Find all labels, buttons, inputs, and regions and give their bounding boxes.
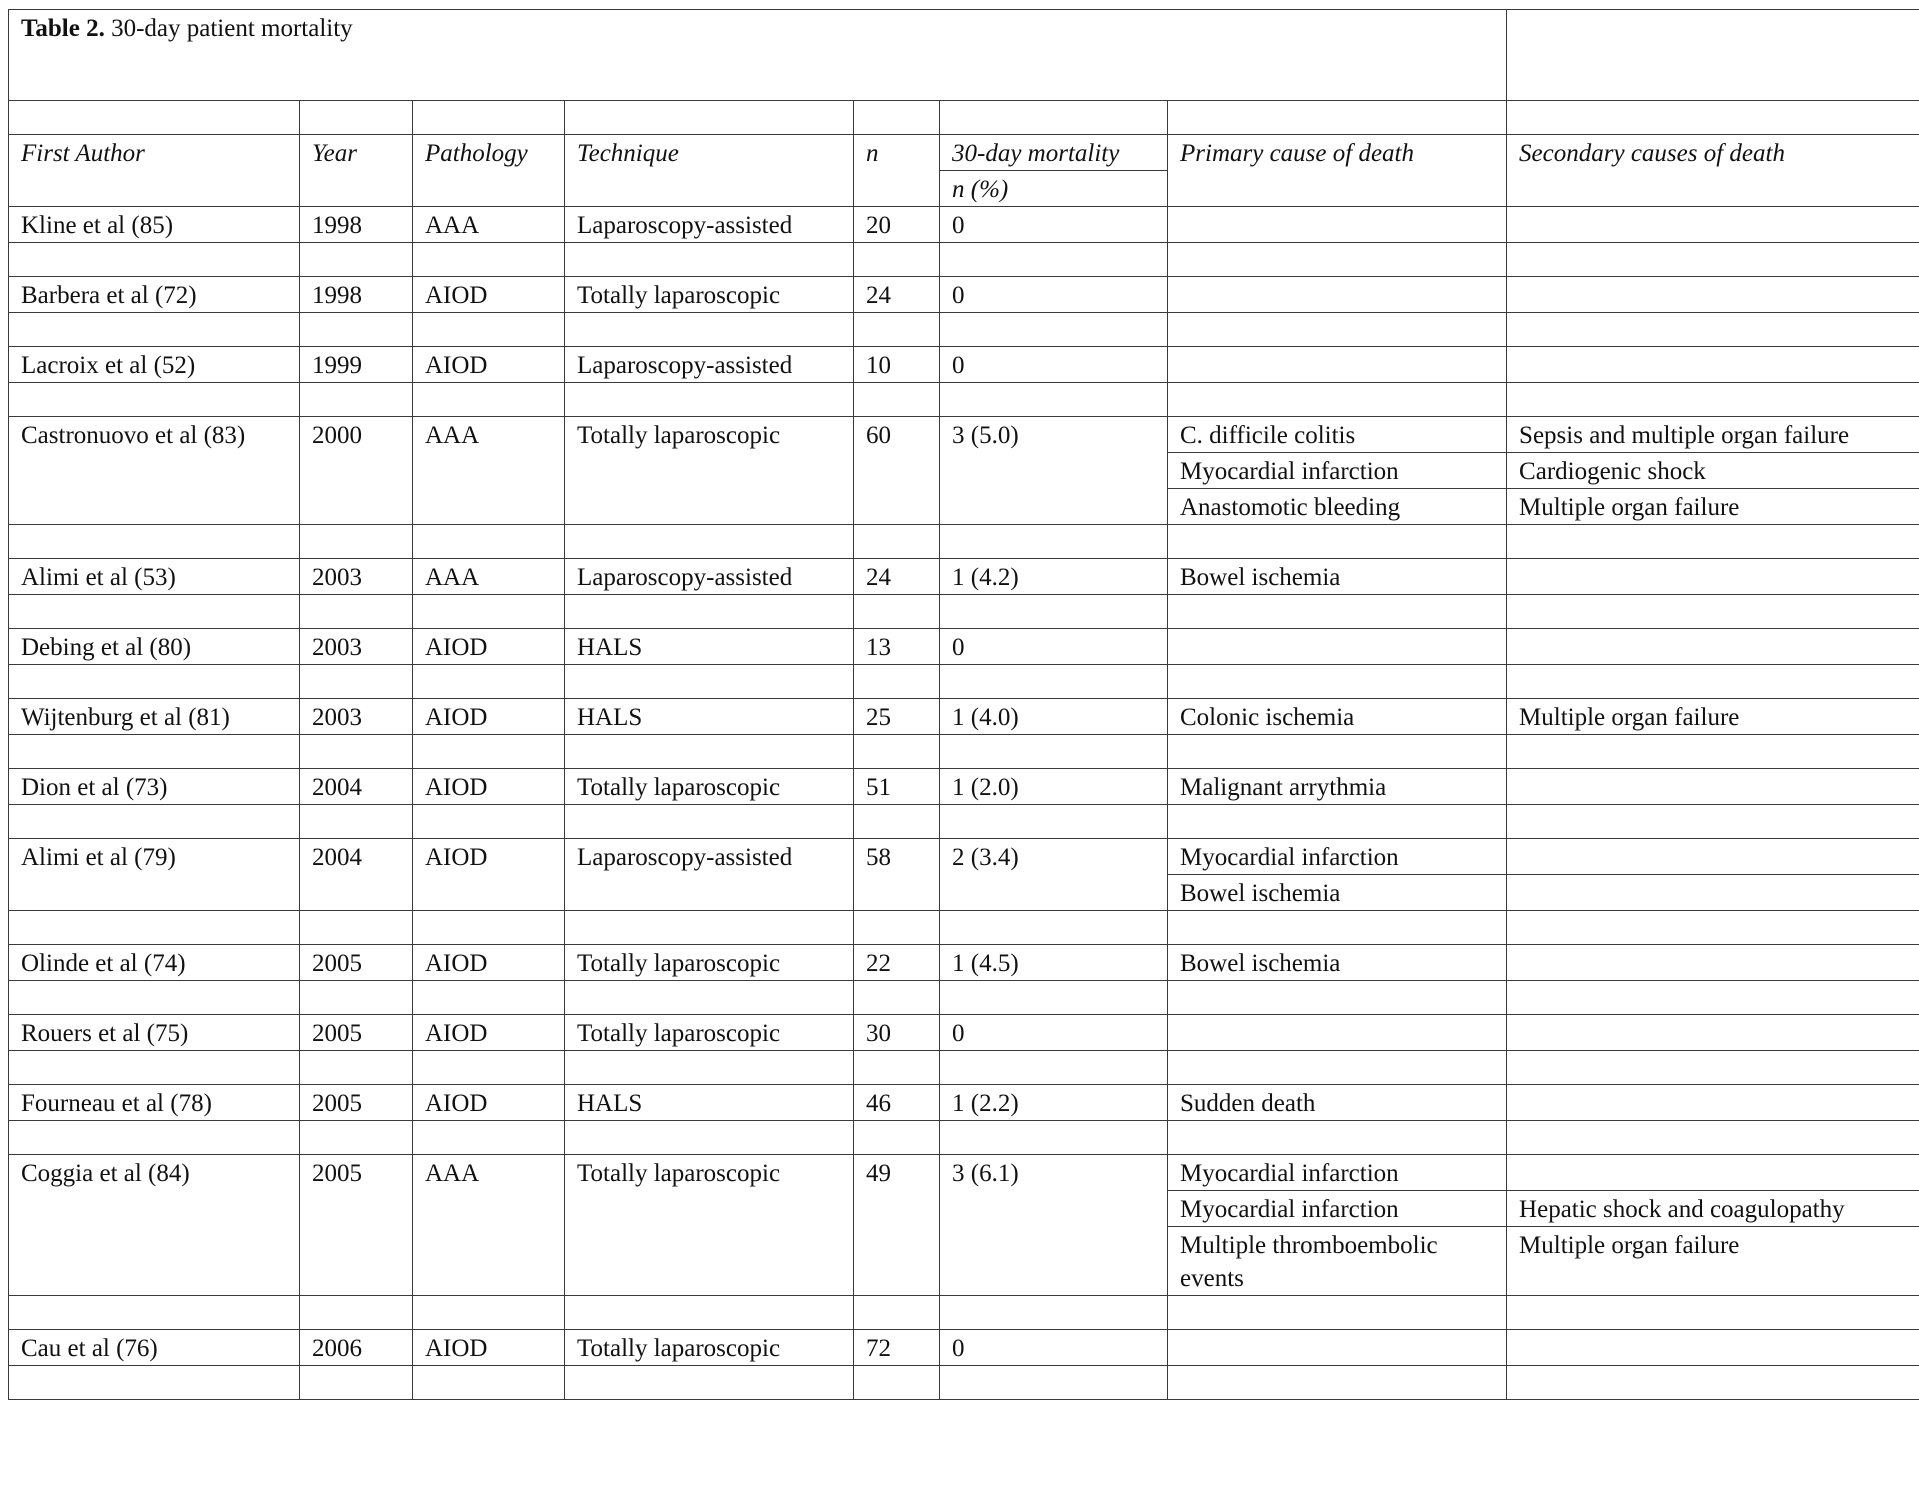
cell-author: Castronuovo et al (83)	[9, 417, 300, 525]
spacer-row	[9, 101, 1919, 135]
spacer-cell	[300, 1296, 413, 1330]
table-row	[9, 1155, 1919, 1191]
spacer-cell	[1507, 1366, 1919, 1400]
cell-n: 58	[854, 839, 940, 911]
cell-primary-cause	[1168, 1330, 1507, 1366]
spacer-cell	[565, 981, 854, 1015]
cell-mortality: 0	[940, 347, 1168, 383]
cell-secondary-cause	[1507, 1330, 1919, 1366]
spacer-cell	[1507, 1051, 1919, 1085]
caption-empty-cell	[1507, 10, 1919, 101]
cell-primary-cause: Malignant arrythmia	[1168, 769, 1507, 805]
cell-secondary-cause	[1507, 347, 1919, 383]
spacer-cell	[300, 665, 413, 699]
spacer-cell	[854, 735, 940, 769]
cell-mortality: 0	[940, 1015, 1168, 1051]
spacer-cell	[1168, 1121, 1507, 1155]
cell-secondary-cause: Multiple organ failure	[1507, 489, 1919, 525]
cell-technique: Totally laparoscopic	[565, 769, 854, 805]
cell-secondary-cause	[1507, 207, 1919, 243]
spacer-row	[9, 383, 1919, 417]
spacer-cell	[854, 1051, 940, 1085]
table-row	[9, 769, 1919, 805]
cell-pathology: AIOD	[413, 699, 565, 735]
spacer-cell	[413, 665, 565, 699]
cell-mortality: 1 (4.2)	[940, 559, 1168, 595]
cell-primary-cause: Anastomotic bleeding	[1168, 489, 1507, 525]
spacer-cell	[940, 595, 1168, 629]
cell-mortality: 1 (2.0)	[940, 769, 1168, 805]
spacer-cell	[9, 735, 300, 769]
spacer-cell	[854, 525, 940, 559]
spacer-cell	[413, 383, 565, 417]
spacer-cell	[940, 243, 1168, 277]
cell-pathology: AAA	[413, 559, 565, 595]
spacer-cell	[940, 313, 1168, 347]
spacer-cell	[1507, 525, 1919, 559]
spacer-cell	[854, 383, 940, 417]
cell-year: 1998	[300, 207, 413, 243]
cell-author: Lacroix et al (52)	[9, 347, 300, 383]
cell-year: 2004	[300, 839, 413, 911]
cell-year: 1998	[300, 277, 413, 313]
cell-pathology: AIOD	[413, 769, 565, 805]
cell-secondary-cause: Hepatic shock and coagulopathy	[1507, 1191, 1919, 1227]
cell-pathology: AIOD	[413, 1330, 565, 1366]
spacer-cell	[9, 805, 300, 839]
cell-technique: Laparoscopy-assisted	[565, 207, 854, 243]
caption-text: 30-day patient mortality	[104, 15, 353, 42]
spacer-cell	[9, 911, 300, 945]
spacer-cell	[1507, 313, 1919, 347]
cell-technique: Totally laparoscopic	[565, 945, 854, 981]
spacer-row	[9, 1296, 1919, 1330]
spacer-cell	[1507, 911, 1919, 945]
spacer-cell	[300, 735, 413, 769]
caption-row	[9, 10, 1919, 101]
cell-secondary-cause	[1507, 1085, 1919, 1121]
spacer-cell	[565, 1366, 854, 1400]
cell-pathology: AIOD	[413, 945, 565, 981]
spacer-cell	[300, 243, 413, 277]
cell-n: 49	[854, 1155, 940, 1296]
spacer-cell	[1168, 383, 1507, 417]
spacer-cell	[413, 313, 565, 347]
header-secondary-causes: Secondary causes of death	[1507, 135, 1919, 207]
cell-pathology: AIOD	[413, 839, 565, 911]
spacer-cell	[1168, 1366, 1507, 1400]
spacer-row	[9, 981, 1919, 1015]
spacer-cell	[1507, 735, 1919, 769]
cell-technique: Totally laparoscopic	[565, 277, 854, 313]
cell-n: 13	[854, 629, 940, 665]
spacer-cell	[565, 665, 854, 699]
cell-n: 24	[854, 559, 940, 595]
cell-primary-cause: C. difficile colitis	[1168, 417, 1507, 453]
spacer-cell	[9, 665, 300, 699]
cell-pathology: AIOD	[413, 629, 565, 665]
cell-primary-cause	[1168, 277, 1507, 313]
spacer-cell	[565, 383, 854, 417]
spacer-cell	[565, 1051, 854, 1085]
cell-technique: HALS	[565, 699, 854, 735]
spacer-cell	[413, 1366, 565, 1400]
cell-pathology: AIOD	[413, 347, 565, 383]
spacer-cell	[854, 1366, 940, 1400]
spacer-cell	[9, 525, 300, 559]
cell-n: 24	[854, 277, 940, 313]
spacer-cell	[300, 981, 413, 1015]
spacer-cell	[1507, 383, 1919, 417]
spacer-cell	[565, 243, 854, 277]
cell-mortality: 3 (5.0)	[940, 417, 1168, 525]
header-row	[9, 135, 1919, 171]
cell-technique: HALS	[565, 1085, 854, 1121]
header-mortality: 30-day mortality	[940, 135, 1168, 171]
spacer-cell	[9, 1051, 300, 1085]
cell-primary-cause	[1168, 1015, 1507, 1051]
cell-mortality: 0	[940, 629, 1168, 665]
cell-technique: Laparoscopy-assisted	[565, 839, 854, 911]
spacer-cell	[565, 1296, 854, 1330]
cell-author: Kline et al (85)	[9, 207, 300, 243]
cell-primary-cause: Multiple thromboembolic events	[1168, 1227, 1507, 1296]
cell-author: Fourneau et al (78)	[9, 1085, 300, 1121]
cell-n: 46	[854, 1085, 940, 1121]
mortality-table	[8, 9, 1919, 1400]
spacer-cell	[854, 595, 940, 629]
spacer-cell	[413, 981, 565, 1015]
table-row	[9, 699, 1919, 735]
cell-primary-cause: Myocardial infarction	[1168, 1191, 1507, 1227]
cell-author: Coggia et al (84)	[9, 1155, 300, 1296]
cell-author: Barbera et al (72)	[9, 277, 300, 313]
spacer-cell	[413, 735, 565, 769]
cell-primary-cause	[1168, 629, 1507, 665]
cell-secondary-cause	[1507, 945, 1919, 981]
spacer-cell	[9, 243, 300, 277]
cell-secondary-cause	[1507, 629, 1919, 665]
spacer-cell	[940, 1296, 1168, 1330]
cell-secondary-cause	[1507, 875, 1919, 911]
spacer-cell	[413, 1296, 565, 1330]
spacer-cell	[9, 981, 300, 1015]
cell-secondary-cause: Cardiogenic shock	[1507, 453, 1919, 489]
cell-technique: Totally laparoscopic	[565, 417, 854, 525]
cell-year: 2005	[300, 1015, 413, 1051]
spacer-cell	[854, 981, 940, 1015]
cell-primary-cause: Colonic ischemia	[1168, 699, 1507, 735]
table-row	[9, 1330, 1919, 1366]
cell-author: Olinde et al (74)	[9, 945, 300, 981]
cell-year: 2006	[300, 1330, 413, 1366]
cell-technique: Totally laparoscopic	[565, 1015, 854, 1051]
cell-technique: Totally laparoscopic	[565, 1155, 854, 1296]
spacer-row	[9, 1366, 1919, 1400]
spacer-cell	[413, 805, 565, 839]
cell-year: 2004	[300, 769, 413, 805]
header-year: Year	[300, 135, 413, 207]
header-n: n	[854, 135, 940, 207]
cell-author: Debing et al (80)	[9, 629, 300, 665]
spacer-row	[9, 243, 1919, 277]
spacer-cell	[1168, 665, 1507, 699]
spacer-cell	[300, 1366, 413, 1400]
spacer-cell	[1168, 1296, 1507, 1330]
spacer-cell	[1168, 1051, 1507, 1085]
spacer-cell	[940, 735, 1168, 769]
spacer-cell	[854, 313, 940, 347]
spacer-cell	[1507, 243, 1919, 277]
cell-mortality: 0	[940, 1330, 1168, 1366]
cell-n: 25	[854, 699, 940, 735]
spacer-cell	[940, 1051, 1168, 1085]
table-row	[9, 417, 1919, 453]
spacer-cell	[854, 805, 940, 839]
table-row	[9, 347, 1919, 383]
header-mortality-unit: n (%)	[940, 171, 1168, 207]
cell-technique: HALS	[565, 629, 854, 665]
spacer-cell	[565, 595, 854, 629]
cell-year: 2005	[300, 945, 413, 981]
cell-mortality: 0	[940, 207, 1168, 243]
spacer-cell	[940, 911, 1168, 945]
cell-secondary-cause	[1507, 277, 1919, 313]
spacer-cell	[940, 1121, 1168, 1155]
spacer-cell	[854, 1296, 940, 1330]
spacer-cell	[565, 525, 854, 559]
cell-year: 2003	[300, 559, 413, 595]
cell-year: 1999	[300, 347, 413, 383]
cell-author: Rouers et al (75)	[9, 1015, 300, 1051]
cell-primary-cause: Bowel ischemia	[1168, 945, 1507, 981]
spacer-cell	[940, 981, 1168, 1015]
spacer-cell	[300, 805, 413, 839]
cell-secondary-cause: Multiple organ failure	[1507, 1227, 1919, 1296]
spacer-cell	[300, 525, 413, 559]
cell-mortality: 1 (4.0)	[940, 699, 1168, 735]
spacer-cell	[565, 911, 854, 945]
cell-primary-cause: Myocardial infarction	[1168, 839, 1507, 875]
cell-secondary-cause	[1507, 769, 1919, 805]
table-row	[9, 207, 1919, 243]
spacer-cell	[940, 525, 1168, 559]
spacer-cell	[854, 1121, 940, 1155]
spacer-cell	[1168, 981, 1507, 1015]
spacer-cell	[300, 1121, 413, 1155]
spacer-row	[9, 805, 1919, 839]
spacer-cell	[854, 243, 940, 277]
spacer-cell	[1168, 243, 1507, 277]
spacer-cell	[300, 911, 413, 945]
spacer-cell	[1168, 805, 1507, 839]
caption-label: Table 2.	[21, 15, 105, 42]
spacer-cell	[413, 595, 565, 629]
header-technique: Technique	[565, 135, 854, 207]
header-primary-cause: Primary cause of death	[1168, 135, 1507, 207]
cell-n: 30	[854, 1015, 940, 1051]
spacer-cell	[565, 735, 854, 769]
spacer-row	[9, 911, 1919, 945]
table-row	[9, 559, 1919, 595]
cell-primary-cause: Bowel ischemia	[1168, 559, 1507, 595]
cell-mortality: 0	[940, 277, 1168, 313]
spacer-cell	[1507, 665, 1919, 699]
cell-primary-cause: Sudden death	[1168, 1085, 1507, 1121]
cell-secondary-cause: Sepsis and multiple organ failure	[1507, 417, 1919, 453]
spacer-cell	[854, 911, 940, 945]
spacer-cell	[1507, 981, 1919, 1015]
cell-year: 2005	[300, 1085, 413, 1121]
spacer-cell	[413, 1051, 565, 1085]
spacer-row	[9, 313, 1919, 347]
cell-primary-cause	[1168, 347, 1507, 383]
cell-author: Wijtenburg et al (81)	[9, 699, 300, 735]
cell-secondary-cause	[1507, 1015, 1919, 1051]
cell-pathology: AAA	[413, 417, 565, 525]
spacer-cell	[565, 1121, 854, 1155]
spacer-cell	[9, 313, 300, 347]
cell-n: 22	[854, 945, 940, 981]
spacer-cell	[9, 595, 300, 629]
spacer-cell	[300, 1051, 413, 1085]
cell-author: Cau et al (76)	[9, 1330, 300, 1366]
table-row	[9, 629, 1919, 665]
spacer-cell	[9, 383, 300, 417]
cell-n: 10	[854, 347, 940, 383]
cell-secondary-cause	[1507, 559, 1919, 595]
cell-year: 2000	[300, 417, 413, 525]
table-row	[9, 277, 1919, 313]
cell-year: 2003	[300, 629, 413, 665]
spacer-row	[9, 525, 1919, 559]
cell-n: 20	[854, 207, 940, 243]
table-row	[9, 945, 1919, 981]
spacer-cell	[565, 313, 854, 347]
table-row	[9, 839, 1919, 875]
cell-pathology: AAA	[413, 1155, 565, 1296]
cell-pathology: AIOD	[413, 1015, 565, 1051]
spacer-cell	[300, 595, 413, 629]
spacer-cell	[565, 805, 854, 839]
cell-mortality: 2 (3.4)	[940, 839, 1168, 911]
cell-primary-cause: Bowel ischemia	[1168, 875, 1507, 911]
spacer-cell	[1507, 805, 1919, 839]
cell-technique: Laparoscopy-assisted	[565, 347, 854, 383]
cell-author: Alimi et al (79)	[9, 839, 300, 911]
spacer-cell	[1168, 595, 1507, 629]
spacer-cell	[1168, 525, 1507, 559]
cell-secondary-cause: Multiple organ failure	[1507, 699, 1919, 735]
spacer-cell	[1507, 595, 1919, 629]
spacer-cell	[940, 1366, 1168, 1400]
spacer-cell	[9, 1366, 300, 1400]
spacer-cell	[1168, 735, 1507, 769]
spacer-cell	[300, 313, 413, 347]
spacer-cell	[940, 805, 1168, 839]
spacer-row	[9, 1121, 1919, 1155]
cell-n: 60	[854, 417, 940, 525]
cell-pathology: AAA	[413, 207, 565, 243]
cell-mortality: 3 (6.1)	[940, 1155, 1168, 1296]
spacer-cell	[940, 665, 1168, 699]
spacer-cell	[1507, 1121, 1919, 1155]
spacer-cell	[1168, 911, 1507, 945]
cell-pathology: AIOD	[413, 277, 565, 313]
header-first-author: First Author	[9, 135, 300, 207]
spacer-row	[9, 595, 1919, 629]
spacer-cell	[1168, 313, 1507, 347]
spacer-cell	[413, 911, 565, 945]
cell-author: Alimi et al (53)	[9, 559, 300, 595]
cell-n: 72	[854, 1330, 940, 1366]
spacer-cell	[940, 383, 1168, 417]
spacer-cell	[9, 1296, 300, 1330]
cell-year: 2003	[300, 699, 413, 735]
cell-n: 51	[854, 769, 940, 805]
cell-technique: Totally laparoscopic	[565, 1330, 854, 1366]
cell-primary-cause	[1168, 207, 1507, 243]
cell-pathology: AIOD	[413, 1085, 565, 1121]
cell-secondary-cause	[1507, 839, 1919, 875]
cell-primary-cause: Myocardial infarction	[1168, 453, 1507, 489]
table-row	[9, 1015, 1919, 1051]
cell-technique: Laparoscopy-assisted	[565, 559, 854, 595]
header-pathology: Pathology	[413, 135, 565, 207]
cell-year: 2005	[300, 1155, 413, 1296]
spacer-cell	[854, 665, 940, 699]
spacer-cell	[413, 525, 565, 559]
cell-mortality: 1 (2.2)	[940, 1085, 1168, 1121]
cell-author: Dion et al (73)	[9, 769, 300, 805]
spacer-cell	[413, 243, 565, 277]
table-row	[9, 1085, 1919, 1121]
spacer-cell	[413, 1121, 565, 1155]
cell-mortality: 1 (4.5)	[940, 945, 1168, 981]
cell-primary-cause: Myocardial infarction	[1168, 1155, 1507, 1191]
spacer-row	[9, 665, 1919, 699]
spacer-cell	[1507, 1296, 1919, 1330]
spacer-row	[9, 1051, 1919, 1085]
cell-secondary-cause	[1507, 1155, 1919, 1191]
table-caption	[9, 10, 1507, 101]
spacer-row	[9, 735, 1919, 769]
spacer-cell	[300, 383, 413, 417]
spacer-cell	[9, 1121, 300, 1155]
